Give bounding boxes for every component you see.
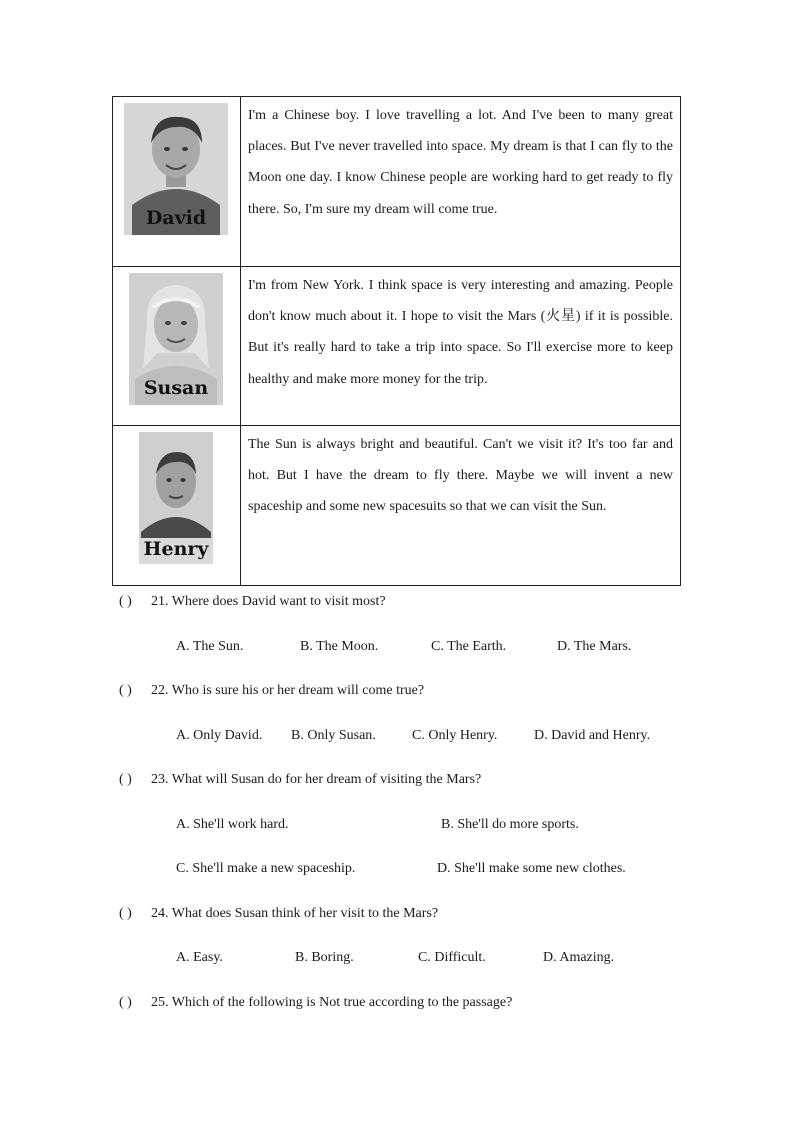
option-c[interactable]: C. The Earth. (431, 639, 507, 654)
photo-name-label: Henry (143, 538, 209, 560)
question-stem: 23. What will Susan do for her dream of visiting the Mars? (151, 772, 482, 787)
question-stem: 24. What does Susan think of her visit to the Mars? (151, 906, 439, 921)
photo-cell (113, 267, 241, 425)
option-c[interactable]: C. She'll make a new spaceship. (176, 861, 356, 876)
question-stem: 22. Who is sure his or her dream will come true? (151, 683, 425, 698)
option-b[interactable]: B. The Moon. (300, 639, 379, 654)
option-a[interactable]: A. She'll work hard. (176, 817, 289, 832)
option-d[interactable]: D. David and Henry. (534, 728, 651, 743)
answer-blank[interactable]: ( ) (119, 906, 132, 921)
option-d[interactable]: D. She'll make some new clothes. (437, 861, 626, 876)
passage-text-susan: I'm from New York. I think space is very interesting and amazing. People don't know much about it. I hope to visit the Mars (火星) if it is possible. But it's really hard to take a trip into space. So I'll exercise more to keep healthy and make more money for the trip. (248, 278, 673, 387)
passage-row-henry (113, 426, 680, 585)
option-b[interactable]: B. Only Susan. (291, 728, 376, 743)
question-23 (119, 772, 481, 788)
option-d[interactable]: D. The Mars. (557, 639, 632, 654)
option-b[interactable]: B. Boring. (295, 950, 354, 965)
question-25 (119, 995, 512, 1011)
susan-photo (129, 273, 223, 405)
answer-blank[interactable]: ( ) (119, 683, 132, 698)
option-a[interactable]: A. Only David. (176, 728, 263, 743)
question-24 (119, 906, 438, 922)
question-21 (119, 594, 386, 610)
option-a[interactable]: A. Easy. (176, 950, 223, 965)
option-c[interactable]: C. Difficult. (418, 950, 486, 965)
passage-text-david: I'm a Chinese boy. I love travelling a lot. And I've been to many great places. But I've never travelled into space. My dream is that I can fly to the Moon one day. I know Chinese people are working hard to get ready to fly there. So, I'm sure my dream will come true. (248, 108, 673, 217)
option-c[interactable]: C. Only Henry. (412, 728, 498, 743)
photo-name-label: David (145, 207, 207, 229)
henry-photo (139, 432, 213, 564)
passage-row-susan (113, 267, 680, 426)
option-a[interactable]: A. The Sun. (176, 639, 244, 654)
passage-table (112, 96, 681, 586)
answer-blank[interactable]: ( ) (119, 594, 132, 609)
photo-cell (113, 97, 241, 266)
photo-cell (113, 426, 241, 585)
question-stem: 25. Which of the following is Not true according to the passage? (151, 995, 513, 1010)
question-22 (119, 683, 424, 699)
passage-row-david (113, 97, 680, 267)
answer-blank[interactable]: ( ) (119, 772, 132, 787)
david-photo (124, 103, 228, 235)
question-stem: 21. Where does David want to visit most? (151, 594, 386, 609)
option-b[interactable]: B. She'll do more sports. (441, 817, 579, 832)
photo-name-label: Susan (143, 377, 209, 399)
option-d[interactable]: D. Amazing. (543, 950, 615, 965)
passage-text-henry: The Sun is always bright and beautiful. Can't we visit it? It's too far and hot. But I have the dream to fly there. Maybe we will invent a new spaceship and some new spacesuits so that we can visit the Sun. (248, 437, 673, 515)
answer-blank[interactable]: ( ) (119, 995, 132, 1010)
